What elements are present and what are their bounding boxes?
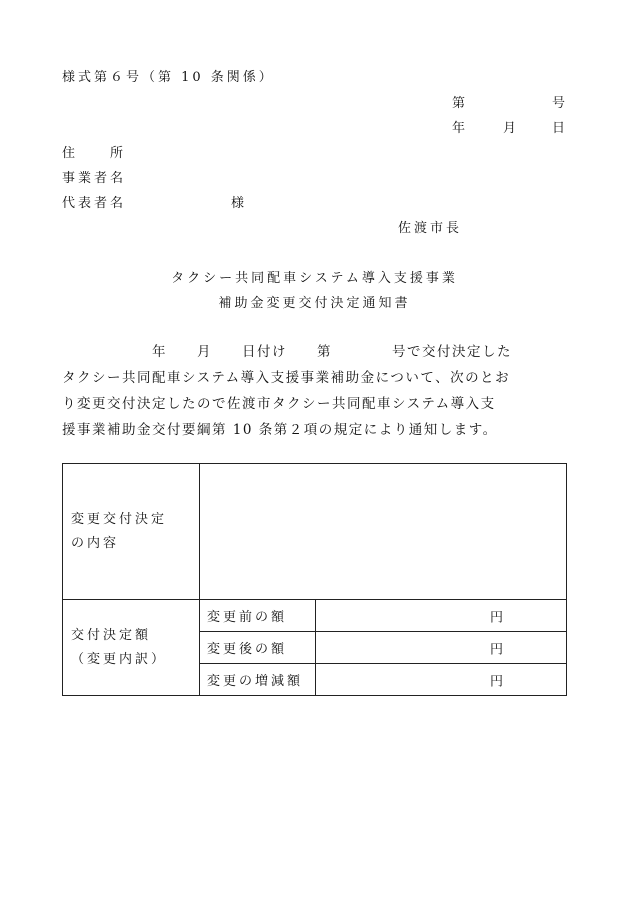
yen-unit: 円 — [489, 674, 506, 689]
honorific: 様 — [231, 196, 248, 211]
number-suffix: 号 — [552, 96, 569, 111]
body-line-4: 援事業補助金交付要綱第 10 条第２項の規定により通知します。 — [62, 422, 498, 438]
business-name-label: 事業者名 — [62, 171, 127, 186]
decision-table — [62, 463, 567, 696]
amount-change-value-cell — [316, 664, 567, 696]
content-value-cell — [200, 464, 567, 600]
amount-label-cell — [63, 600, 200, 696]
date-year-label: 年 — [452, 121, 469, 136]
amount-after-value-cell — [316, 632, 567, 664]
content-row — [63, 464, 567, 600]
amount-row-label: 変更前の額 — [200, 600, 316, 632]
representative-label: 代表者名 — [62, 196, 127, 211]
content-label-line-2: の内容 — [71, 535, 120, 551]
content-label-cell — [63, 464, 200, 600]
number-label: 第 — [452, 96, 469, 111]
document-title-line-1: タクシー共同配車システム導入支援事業 — [171, 271, 458, 286]
content-label-line-1: 変更交付決定 — [71, 511, 168, 527]
address-label: 住 所 — [62, 146, 127, 161]
body-line-3: り変更交付決定したので佐渡市タクシー共同配車システム導入支 — [62, 396, 496, 412]
amount-row-label: 変更後の額 — [200, 632, 316, 664]
date-day-label: 日 — [552, 121, 569, 136]
amount-label-line-2: （変更内訳） — [71, 651, 168, 667]
amount-before-value-cell — [316, 600, 567, 632]
document-title-line-2: 補助金変更交付決定通知書 — [218, 296, 411, 311]
issuer: 佐渡市長 — [398, 221, 463, 236]
amount-row-label: 変更の増減額 — [200, 664, 316, 696]
body-paragraph — [62, 339, 567, 443]
amount-row — [63, 600, 567, 632]
body-line-2: タクシー共同配車システム導入支援事業補助金について、次のとお — [62, 370, 511, 386]
yen-unit: 円 — [489, 642, 506, 657]
yen-unit: 円 — [489, 610, 506, 625]
date-month-label: 月 — [503, 121, 520, 136]
body-line-1: 年 月 日付け 第 号で交付決定した — [62, 344, 512, 360]
form-number: 様式第６号（第 10 条関係） — [62, 70, 275, 85]
amount-label-line-1: 交付決定額 — [71, 627, 152, 643]
